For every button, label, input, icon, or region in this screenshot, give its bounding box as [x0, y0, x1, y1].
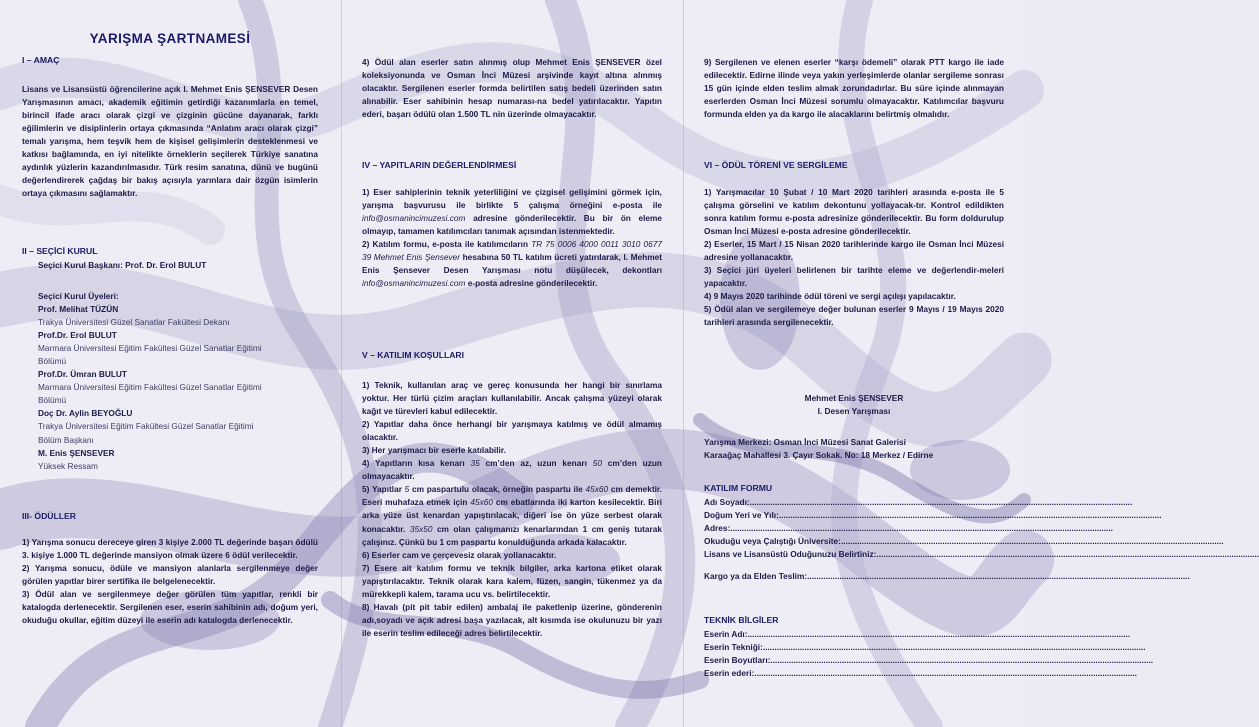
form-field-label: Adres: — [704, 523, 731, 534]
jury-member — [22, 407, 318, 446]
form-field-dots: ...................................................................................................................................................................... — [730, 523, 1113, 534]
jury-member-name: Doç Dr. Aylin BEYOĞLU — [38, 408, 133, 419]
ceremony-item: 2) Eserler, 15 Mart / 15 Nisan 2020 tarihlerinde kargo ile Osman İnci Müzesi adresine yollanacaktır. — [704, 239, 1004, 263]
condition-4-text-c: cm’den uzun olmayacaktır. — [362, 458, 662, 482]
condition-5-text-d: cm ebatlarında iki karton kesilecektir. Biri arka yüze üst kenardan yapıştırılacak, diğeri ise ön yüze serbest olarak konacaktır. — [362, 497, 662, 534]
section-awards-heading: III- ÖDÜLLER — [22, 511, 76, 521]
condition-item: 1) Teknik, kullanılan araç ve gereç konusunda her hangi bir sınırlama yoktur. Her türlü çizim araçları kullanılabilir. Ancak çalışma yüzeyi olarak kağıt ve türevleri kabul edilecektir. — [362, 380, 662, 417]
form-field-name[interactable] — [704, 496, 1133, 509]
condition-item-9: 9) Sergilenen ve elenen eserler “karşı ödemeli” olarak PTT kargo ile iade edilecektir. Edirne ilinde veya yakın yerleşimlerde olanlar sergileme sonrası 15 gün içinde elden teslim almak zorundadırlar. Bu süre içinde alınmayan eserlerden Osman İnci Müzesi sorumlu olmayacaktır. Katılımcılar başvuru formunda elden ya da kargo ile alacaklarını belirtmiş olmalıdır. — [704, 57, 1004, 120]
form-field-label: Doğum Yeri ve Yılı: — [704, 510, 779, 521]
form-field-label: Kargo ya da Elden Teslim: — [704, 571, 808, 582]
evaluation-item-2-text-c: e-posta adresine gönderilecektir. — [467, 278, 598, 289]
condition-5-size-1: 45x60 — [585, 484, 609, 495]
form-field-label: Eserin Tekniği: — [704, 642, 763, 653]
museum-email-link[interactable]: info@osmanincimuzesi.com — [362, 213, 466, 224]
form-field-delivery[interactable] — [704, 570, 1190, 583]
section-ceremony-heading: VI – ÖDÜL TÖRENİ VE SERGİLEME — [704, 160, 848, 170]
condition-4-short-edge: 35 — [470, 458, 480, 469]
section-aim-heading: I – AMAÇ — [22, 55, 60, 65]
jury-member-affiliation: Marmara Üniversitesi Eğitim Fakültesi Güzel Sanatlar Eğitimi — [38, 343, 262, 354]
jury-member — [22, 368, 318, 407]
condition-4-long-edge: 50 — [592, 458, 602, 469]
ceremony-item: 5) Ödül alan ve sergilemeye değer bulunan eserler 9 Mayıs / 19 Mayıs 2020 tarihleri arasında sergilenecektir. — [704, 304, 1004, 328]
evaluation-item-2-text-a: 2) Katılım formu, e-posta ile katılımcıların — [362, 239, 529, 250]
form-field-dots: ...................................................................................................................................................................... — [876, 549, 1259, 560]
jury-member-name: Prof.Dr. Ümran BULUT — [38, 369, 127, 380]
jury-member — [22, 447, 318, 473]
tech-field-technique[interactable] — [704, 641, 1146, 654]
condition-5-text-b: cm paspartulu olacak, örneğin paspartu ile — [411, 484, 583, 495]
technical-info-heading: TEKNİK BİLGİLER — [704, 615, 779, 625]
jury-members — [22, 290, 318, 473]
award-item: 2) Yarışma sonucu, ödüle ve mansiyon alanlarla sergilenmeye değer görülen yapıtlar birer sertifika ile belgelenecektir. — [22, 563, 318, 587]
ceremony-item: 4) 9 Mayıs 2020 tarihinde ödül töreni ve sergi açılışı yapılacaktır. — [704, 291, 956, 302]
form-field-university[interactable] — [704, 535, 1224, 548]
evaluation-item-1 — [362, 186, 662, 238]
jury-member-affiliation: Trakya Üniversitesi Güzel Sanatlar Fakültesi Dekanı — [38, 317, 230, 328]
condition-4-text-a: 4) Yapıtların kısa kenarı — [362, 458, 465, 469]
jury-member-affiliation: Marmara Üniversitesi Eğitim Fakültesi Güzel Sanatlar Eğitimi — [38, 382, 262, 393]
jury-member-affiliation: Yüksek Ressam — [38, 460, 98, 471]
form-field-label: Eserin ederi: — [704, 668, 755, 679]
evaluation-item-2 — [362, 238, 662, 290]
condition-item: 7) Esere ait katılım formu ve teknik bilgiler, arka kartona etiket olarak yapıştırılacaktır. Teknik olarak kara kalem, füzen, sangin, tükenmez ya da mürekkepli kalem, tarama ucu vs. belirtilecektir. — [362, 562, 662, 599]
condition-5-text-e: cm olan çalışmanızı kenarlarından 1 cm geniş tutarak çalışınız. Çünkü bu 1 cm paspartu konulduğunda arkada kalacaktır. — [362, 523, 662, 547]
condition-item — [362, 483, 662, 548]
ceremony-item: 3) Seçici jüri üyeleri belirlenen bir tarihte eleme ve değerlendir-meleri yapacaktır. — [704, 265, 1004, 289]
form-field-dots: ...................................................................................................................................................................... — [749, 497, 1133, 507]
contest-name-line-1: Mehmet Enis ŞENSEVER — [804, 393, 904, 403]
form-field-label: Lisans ve Lisansüstü Oduğunuzu Belirtiniz: — [704, 549, 877, 560]
tech-field-title[interactable] — [704, 628, 1131, 641]
contest-headquarters: Yarışma Merkezi: Osman İnci Müzesi Sanat Galerisi — [704, 437, 906, 447]
condition-5-passepartout: 5 — [404, 484, 410, 495]
contest-name-line-2: I. Desen Yarışması — [817, 406, 891, 417]
condition-4-text-b: cm’den az, uzun kenarı — [485, 458, 587, 469]
bank-iban: TR 75 0006 4000 0011 3010 0677 39 Mehmet Enis Şensever — [362, 239, 663, 263]
form-field-dots: ...................................................................................................................................................................... — [747, 629, 1131, 639]
panel-middle — [362, 0, 662, 727]
registration-form — [704, 496, 1259, 583]
form-field-dots: ...................................................................................................................................................................... — [778, 510, 1162, 521]
condition-5-size-2: 45x60 — [470, 497, 493, 508]
fold-line-right — [683, 0, 684, 727]
conditions-list — [362, 379, 662, 640]
section-evaluation-heading: IV – YAPITLARIN DEĞERLENDİRMESİ — [362, 160, 517, 170]
evaluation-item-2-text-b: hesabına 50 TL katılım ücreti yatırılarak, I. Mehmet Enis Şensever Desen Yarışması notu düşülecek, dekontları — [362, 252, 662, 276]
jury-member-name: M. Enis ŞENSEVER — [38, 447, 115, 458]
panel-right — [704, 0, 1259, 727]
contest-name-block — [704, 392, 1004, 418]
condition-item: 6) Eserler cam ve çerçevesiz olarak yollanacaktır. — [362, 549, 557, 560]
condition-item: 3) Her yarışmacı bir eserle katılabilir. — [362, 445, 506, 456]
section-conditions-heading: V – KATILIM KOŞULLARI — [362, 350, 465, 360]
jury-member-affiliation: Bölümü — [38, 356, 67, 367]
section-jury-heading: II – SEÇİCİ KURUL — [22, 246, 98, 256]
tech-field-price[interactable] — [704, 667, 1137, 680]
ceremony-item: 1) Yarışmacılar 10 Şubat / 10 Mart 2020 tarihleri arasında e-posta ile 5 çalışma görselini ve katılım dekontunu yollayacak-tır. Kontrol edildikten sonra katılım formu e-posta adresinize gönderilecektir. Bu form doldurulup Osman İnci Müzesi e-posta adresine gönderilecektir. — [704, 187, 1004, 237]
condition-item: 8) Havalı (pit pit tabir edilen) ambalaj ile paketlenip üzerine, gönderenin adı,soyadı ve açık adresi başa yazılacak, alt kısımda ise okulunuzu bir yazı ile eserin teslim edileceği adres belirtilecektir. — [362, 601, 662, 638]
museum-email-link[interactable]: info@osmanincimuzesi.com — [362, 278, 466, 289]
registration-form-heading: KATILIM FORMU — [704, 483, 773, 493]
condition-5-text-c: cm demektir. Eseri muhafaza etmek için — [362, 484, 662, 508]
award-item: 3) Ödül alan ve sergilenmeye değer görülen tüm yapıtlar, renkli bir katalogda derlenecektir. Sergilenen eser, eserin sahibinin adı, doğum yeri, okuduğu okullar, eğitim düzeyi ile eserin adı katalogda derlenecektir. — [22, 589, 318, 626]
condition-item — [362, 457, 662, 483]
form-field-label: Okuduğu veya Çalıştığı Üniversite: — [704, 536, 841, 547]
tech-field-dimensions[interactable] — [704, 654, 1154, 667]
section-aim-text: Lisans ve Lisansüstü öğrencilerine açık I. Mehmet Enis ŞENSEVER Desen Yarışmasının amacı, akademik eğitimin getirdiği kazanımlarla en temel, birincil ifade aracı olarak çizgi ve çizginin gücüne dayanarak, farklı eğilimlerin ve disiplinlerin ortaya çıkmasında “Anlatım aracı olarak çizgi” temalı yarışma, hem teşvik hem de kişisel gelişimlerin desteklenmesi ve katkısı bağlamında, en iyi nitelikte örneklerin seçilerek Türkiye sanatına aydınlık yüzlerin kazandırılmasıdır. Türk resim sanatına, dünü ve bugünü değerlendirerek çağdaş bir bakış açısıyla yarınlara dair özgün isimlerin ortaya çıkmasını sağlamaktır. — [22, 84, 318, 199]
evaluation-list — [362, 186, 662, 290]
award-item-4: 4) Ödül alan eserler satın alınmış olup Mehmet Enis ŞENSEVER özel koleksiyonunda ve Osman İnci Müzesi arşivinde kayıt altına alınmış olacaktır. Sergilenen eserler formda belirtilen satış bedeli üzerinden satın alınabilir. Eser sahibinin hesap numarası-na bedel yatırılacaktır. Yapıtın ederi, başarı ödülü olan 1.500 TL nin üzerinde olmayacaktır. — [362, 57, 662, 120]
jury-member — [22, 303, 318, 329]
jury-members-label: Seçici Kurul Üyeleri: — [38, 291, 119, 301]
form-field-label: Adı Soyadı: — [704, 497, 750, 507]
jury-member — [22, 329, 318, 368]
contest-location — [704, 436, 1004, 462]
form-field-label: Eserin Adı: — [704, 629, 748, 639]
award-item: 1) Yarışma sonucu dereceye giren 3 kişiye 2.000 TL değerinde başarı ödülü 3. kişiye 1.000 TL değerinde mansiyon olmak üzere 6 ödül verilecektir. — [22, 537, 318, 561]
form-field-birthplace[interactable] — [704, 509, 1162, 522]
ceremony-list — [704, 186, 1004, 330]
panel-left — [22, 0, 318, 727]
form-field-address[interactable] — [704, 522, 1113, 535]
evaluation-item-1-text-b: adresine gönderilecektir. Bu bir ön eleme olmayıp, tamamen katılımcıları tanımak açısından istenmektedir. — [362, 213, 662, 237]
jury-member-affiliation: Bölüm Başkanı — [38, 434, 94, 445]
fold-line-left — [341, 0, 342, 727]
jury-member-name: Prof.Dr. Erol BULUT — [38, 330, 117, 341]
jury-member-affiliation: Trakya Üniversitesi Eğitim Fakültesi Güzel Sanatlar Eğitimi — [38, 421, 254, 432]
jury-member-affiliation: Bölümü — [38, 395, 67, 406]
technical-info-form — [704, 628, 1154, 680]
condition-5-size-3: 35x50 — [409, 523, 433, 534]
jury-chair: Seçici Kurul Başkanı: Prof. Dr. Erol BULUT — [38, 260, 207, 270]
awards-list — [22, 536, 318, 627]
condition-5-text-a: 5) Yapıtlar — [362, 484, 402, 495]
form-field-dots: ...................................................................................................................................................................... — [770, 655, 1154, 666]
jury-member-name: Prof. Melihat TÜZÜN — [38, 304, 119, 315]
document-title: YARIŞMA ŞARTNAMESİ — [89, 31, 251, 46]
form-field-dots: ...................................................................................................................................................................... — [754, 668, 1137, 679]
contest-address: Karaağaç Mahallesi 3. Çayır Sokak. No: 18 Merkez / Edirne — [704, 450, 934, 461]
form-field-degree[interactable] — [704, 548, 1259, 561]
form-field-dots: ...................................................................................................................................................................... — [840, 536, 1224, 547]
form-field-dots: ...................................................................................................................................................................... — [762, 642, 1146, 653]
form-field-label: Eserin Boyutları: — [704, 655, 771, 666]
condition-item: 2) Yapıtlar daha önce herhangi bir yarışmaya katılmış ve ödül almamış olacaktır. — [362, 419, 662, 443]
evaluation-item-1-text-a: 1) Eser sahiplerinin teknik yeterliliğini ve çizgisel gelişimini görmek için, yarışma başvurusu ile birlikte 5 çalışma örneğini e-posta ile — [362, 187, 662, 211]
form-field-dots: ...................................................................................................................................................................... — [807, 571, 1190, 582]
